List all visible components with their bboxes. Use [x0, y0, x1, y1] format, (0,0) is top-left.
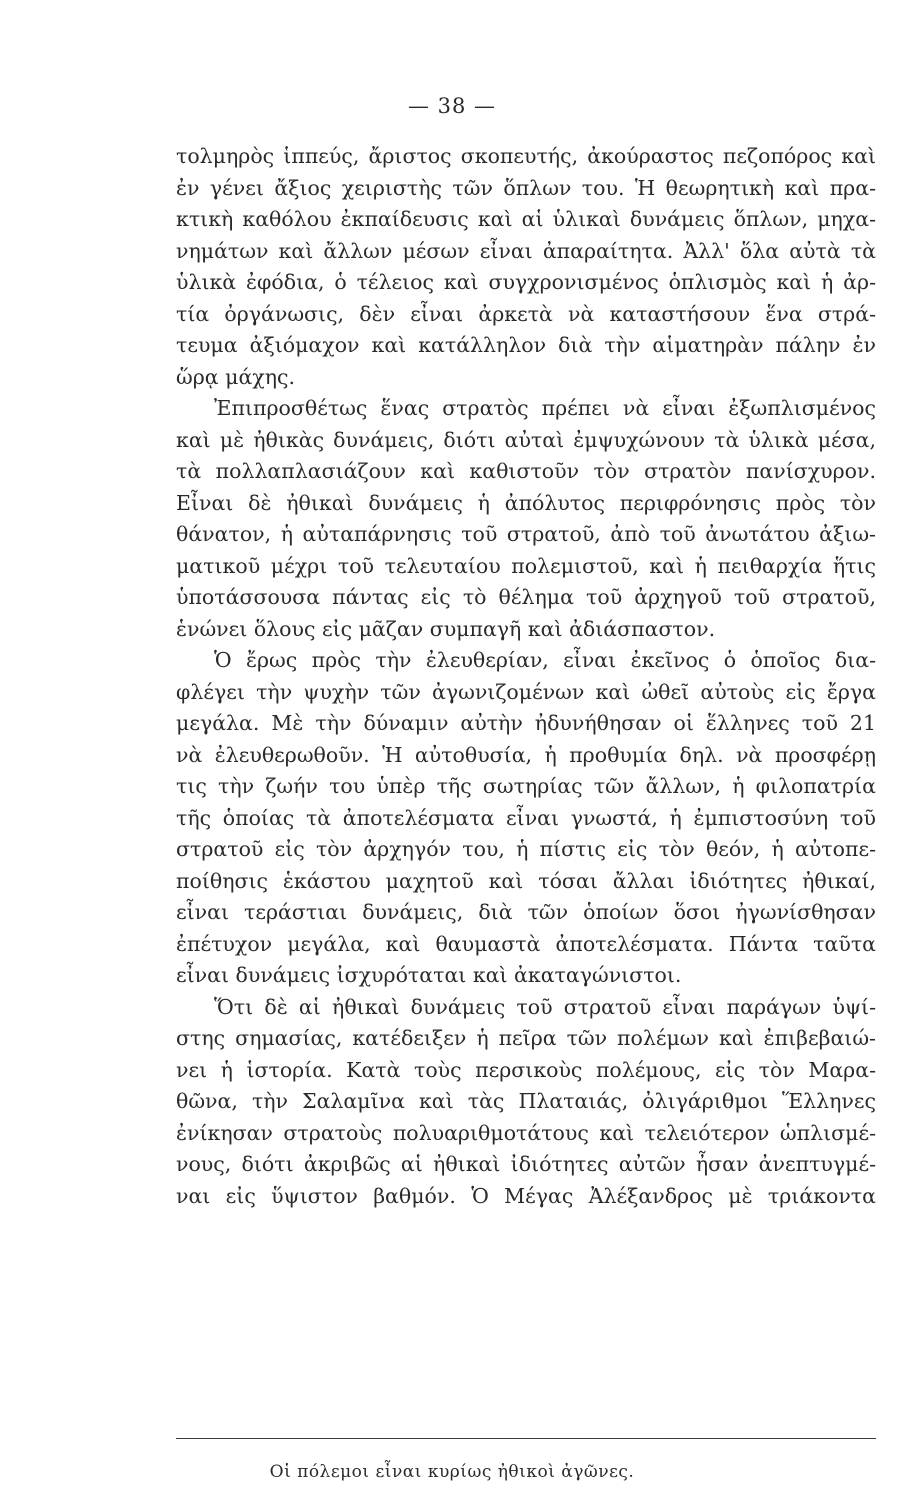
- text-line: τία ὀργάνωσις, δὲν εἶναι ἀρκετὰ νὰ καταστήσουν ἕνα στρά-: [176, 301, 876, 326]
- text-line: ναι εἰς ὕψιστον βαθμόν. Ὁ Μέγας Ἀλέξανδρος μὲ τριάκοντα: [176, 1183, 876, 1208]
- text-line: ἐνίκησαν στρατοὺς πολυαριθμοτάτους καὶ τελειότερον ὡπλισμέ-: [176, 1120, 876, 1145]
- footnote-divider: [176, 1438, 876, 1439]
- text-line: νει ἡ ἱστορία. Κατὰ τοὺς περσικοὺς πολέμους, εἰς τὸν Μαρα-: [176, 1057, 876, 1082]
- text-line: φλέγει τὴν ψυχὴν τῶν ἀγωνιζομένων καὶ ὠθεῖ αὐτοὺς εἰς ἔργα: [176, 679, 876, 704]
- text-line: στης σημασίας, κατέδειξεν ἡ πεῖρα τῶν πολέμων καὶ ἐπιβεβαιώ-: [176, 1026, 876, 1050]
- text-line: Ὅτι δὲ αἱ ἠθικαὶ δυνάμεις τοῦ στρατοῦ εἶναι παράγων ὑψί-: [214, 994, 876, 1019]
- text-line: νὰ ἐλευθερωθοῦν. Ἡ αὐτοθυσία, ἡ προθυμία δηλ. νὰ προσφέρῃ: [176, 742, 876, 767]
- footnote: Οἱ πόλεμοι εἶναι κυρίως ἠθικοὶ ἀγῶνες.: [269, 1462, 635, 1482]
- text-line: κτικὴ καθόλου ἐκπαίδευσις καὶ αἱ ὑλικαὶ δυνάμεις ὅπλων, μηχα-: [176, 207, 876, 231]
- text-line: εἶναι τεράστιαι δυνάμεις, διὰ τῶν ὁποίων ὅσοι ἠγωνίσθησαν: [176, 900, 876, 924]
- text-line: τὰ πολλαπλασιάζουν καὶ καθιστοῦν τὸν στρατὸν πανίσχυρον.: [176, 459, 876, 483]
- text-line: ποίθησις ἑκάστου μαχητοῦ καὶ τόσαι ἄλλαι ἰδιότητες ἠθικαί,: [176, 868, 876, 893]
- text-line: ὑποτάσσουσα πάντας εἰς τὸ θέλημα τοῦ ἀρχηγοῦ τοῦ στρατοῦ,: [176, 585, 876, 609]
- text-line: ἐπέτυχον μεγάλα, καὶ θαυμαστὰ ἀποτελέσματα. Πάντα ταῦτα: [176, 931, 876, 956]
- text-line: καὶ μὲ ἠθικὰς δυνάμεις, διότι αὐταὶ ἐμψυχώνουν τὰ ὑλικὰ μέσα,: [176, 427, 876, 452]
- text-line: νημάτων καὶ ἄλλων μέσων εἶναι ἀπαραίτητα. Ἀλλ' ὅλα αὐτὰ τὰ: [176, 238, 876, 263]
- text-line: ἑνώνει ὅλους εἰς μᾶζαν συμπαγῆ καὶ ἀδιάσπαστον.: [176, 616, 716, 641]
- text-line: ὑλικὰ ἐφόδια, ὁ τέλειος καὶ συγχρονισμένος ὁπλισμὸς καὶ ἡ ἀρ-: [176, 270, 876, 294]
- text-line: ματικοῦ μέχρι τοῦ τελευταίου πολεμιστοῦ, καὶ ἡ πειθαρχία ἥτις: [176, 553, 876, 578]
- text-line: Εἶναι δὲ ἠθικαὶ δυνάμεις ἡ ἀπόλυτος περιφρόνησις πρὸς τὸν: [176, 490, 876, 515]
- text-line: Ἐπιπροσθέτως ἕνας στρατὸς πρέπει νὰ εἶναι ἐξωπλισμένος: [214, 396, 876, 420]
- text-line: τολμηρὸς ἱππεύς, ἄριστος σκοπευτής, ἀκούραστος πεζοπόρος καὶ: [176, 144, 876, 168]
- text-line: τῆς ὁποίας τὰ ἀποτελέσματα εἶναι γνωστά, ἡ ἐμπιστοσύνη τοῦ: [176, 805, 876, 830]
- text-line: ἐν γένει ἄξιος χειριστὴς τῶν ὅπλων του. Ἡ θεωρητικὴ καὶ πρα-: [176, 175, 876, 200]
- text-line: ὥρᾳ μάχης.: [176, 364, 295, 389]
- body-text: [176, 141, 876, 1212]
- text-line: θῶνα, τὴν Σαλαμῖνα καὶ τὰς Πλαταιάς, ὀλιγάριθμοι Ἕλληνες: [176, 1089, 876, 1113]
- text-line: Ὁ ἔρως πρὸς τὴν ἐλευθερίαν, εἶναι ἐκεῖνος ὁ ὁποῖος δια-: [214, 648, 876, 672]
- text-line: εἶναι δυνάμεις ἰσχυρόταται καὶ ἀκαταγώνιστοι.: [176, 963, 682, 987]
- text-line: μεγάλα. Μὲ τὴν δύναμιν αὐτὴν ἠδυνήθησαν οἱ ἕλληνες τοῦ 21: [176, 711, 876, 735]
- text-line: νους, διότι ἀκριβῶς αἱ ἠθικαὶ ἰδιότητες αὐτῶν ἦσαν ἀνεπτυγμέ-: [176, 1152, 876, 1176]
- text-line: θάνατον, ἡ αὐταπάρνησις τοῦ στρατοῦ, ἀπὸ τοῦ ἀνωτάτου ἀξιω-: [176, 522, 876, 546]
- text-line: τις τὴν ζωήν του ὑπὲρ τῆς σωτηρίας τῶν ἄλλων, ἡ φιλοπατρία: [176, 774, 876, 798]
- page-number: — 38 —: [407, 94, 497, 118]
- text-line: τευμα ἀξιόμαχον καὶ κατάλληλον διὰ τὴν αἱματηρὰν πάλην ἐν: [176, 333, 876, 357]
- text-line: στρατοῦ εἰς τὸν ἀρχηγόν του, ἡ πίστις εἰς τὸν θεόν, ἡ αὐτοπε-: [176, 837, 876, 861]
